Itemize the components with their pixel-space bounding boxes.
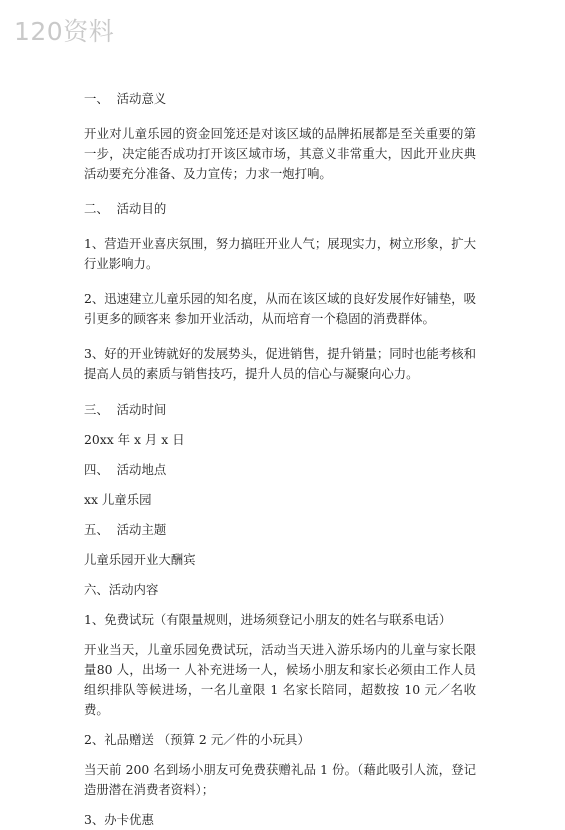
paragraph-content-free-trial-title: 1、免费试玩（有限量规则，进场须登记小朋友的姓名与联系电话） (84, 612, 452, 627)
section-heading-theme: 五、 活动主题 (84, 522, 167, 537)
paragraph-content-card-title: 3、办卡优惠 (84, 812, 154, 827)
watermark: 120资料 (14, 17, 115, 46)
section-heading-location: 四、 活动地点 (84, 462, 167, 477)
section-heading-meaning: 一、 活动意义 (84, 91, 167, 106)
paragraph-location: xx 儿童乐园 (84, 492, 152, 507)
paragraph-time: 20xx 年 x 月 x 日 (84, 432, 185, 447)
paragraph-content-free-trial: 开业当天，儿童乐园免费试玩，活动当天进入游乐场内的儿童与家长限量80 人，出场一 人补充进场一人，候场小朋友和家长必须由工作人员组织排队等候进场，一名儿童限 1 名家长陪同，超数按 10 元／名收费。 (84, 642, 476, 717)
section-heading-content: 六、活动内容 (84, 582, 159, 597)
paragraph-purpose-3: 3、好的开业铸就好的发展势头，促进销售，提升销量；同时也能考核和提高人员的素质与销售技巧，提升人员的信心与凝聚向心力。 (84, 346, 476, 381)
paragraph-purpose-1: 1、营造开业喜庆氛围，努力搞旺开业人气；展现实力，树立形象，扩大行业影响力。 (84, 236, 476, 271)
section-heading-time: 三、 活动时间 (84, 402, 167, 417)
section-heading-purpose: 二、 活动目的 (84, 201, 167, 216)
paragraph-purpose-2: 2、迅速建立儿童乐园的知名度，从而在该区域的良好发展作好铺垫，吸引更多的顾客来 参加开业活动，从而培育一个稳固的消费群体。 (84, 291, 476, 326)
paragraph-content-gift: 当天前 200 名到场小朋友可免费获赠礼品 1 份。（藉此吸引人流，登记造册潜在消费者资料）； (84, 762, 476, 797)
paragraph-theme: 儿童乐园开业大酬宾 (84, 552, 196, 567)
paragraph-content-gift-title: 2、礼品赠送 （预算 2 元／件的小玩具） (84, 732, 310, 747)
paragraph-meaning: 开业对儿童乐园的资金回笼还是对该区域的品牌拓展都是至关重要的第一步，决定能否成功打开该区域市场，其意义非常重大，因此开业庆典活动要充分准备、及力宣传；力求一炮打响。 (84, 126, 476, 181)
document-body (84, 89, 476, 830)
